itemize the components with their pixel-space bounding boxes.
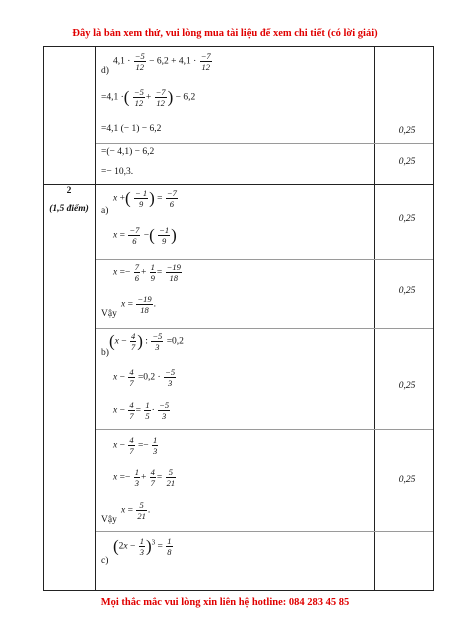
table-column-divider xyxy=(95,46,96,590)
score-part-d-2: 0,25 xyxy=(398,157,416,167)
step-divider xyxy=(96,259,433,260)
part-b-step-4: x − $\frac{4}{7}$ =− $\frac{1}{3}$ xyxy=(113,435,158,456)
part-d-step-4: =(− 4,1) − 6,2 xyxy=(101,147,155,157)
hotline-notice-banner: Mọi thắc mắc vui lòng xin liên hệ hotline: 084 283 45 85 xyxy=(100,597,350,608)
part-a-step-3: x =− $\frac{7}{6}$ + $\frac{1}{9}$ = $\frac{-19}{18}$ xyxy=(113,262,181,283)
score-part-b-1: 0,25 xyxy=(398,381,416,391)
part-a-conclusion-word: Vậy xyxy=(101,309,117,319)
part-b-answer: x = $\frac{5}{21}$ . xyxy=(121,500,151,521)
step-divider xyxy=(96,429,433,430)
table-score-divider xyxy=(374,46,375,590)
part-c-step-1: (2x − $\frac{1}{3}$ )$^3$ = $\frac{1}{8}$ xyxy=(113,536,172,557)
part-a-answer: x = $\frac{-19}{18}$ . xyxy=(121,294,156,315)
part-b-step-5: x =− $\frac{1}{3}$ + $\frac{4}{7}$ = $\frac{5}{21}$ xyxy=(113,467,176,488)
part-d-step-5: =− 10,3. xyxy=(101,167,134,177)
part-d-label: d) xyxy=(101,66,109,76)
part-d-step-1: 4,1 · $\frac{-5}{12}$ − 6,2 + 4,1 · $\frac{-7}{12}$ xyxy=(113,51,211,72)
step-divider xyxy=(96,143,433,144)
score-part-a-1: 0,25 xyxy=(398,214,416,224)
part-a-step-1: x +( $\frac{- 1}{9}$ ) = $\frac{-7}{6}$ xyxy=(113,188,177,209)
part-a-step-2: x = $\frac{-7}{6}$ −( $\frac{-1}{9}$ ) xyxy=(113,225,177,246)
table-top-border xyxy=(43,46,434,47)
score-part-a-2: 0,25 xyxy=(398,286,416,296)
score-part-d-1: 0,25 xyxy=(398,126,416,136)
part-d-step-3: =4,1 (− 1) − 6,2 xyxy=(101,124,162,134)
table-bottom-border xyxy=(43,590,434,591)
part-b-step-3: x − $\frac{4}{7}$ = $\frac{1}{5}$ · $\frac{-5}{3}$ xyxy=(113,400,170,421)
part-b-step-1: (x − $\frac{4}{7}$ ) : $\frac{-5}{3}$ =0,2 xyxy=(109,331,184,352)
step-divider xyxy=(96,531,433,532)
question-number: 2 xyxy=(66,186,72,196)
part-d-step-2: =4,1 ·( $\frac{-5}{12}$ + $\frac{-7}{12}$ ) − 6,2 xyxy=(101,87,196,108)
table-row-divider xyxy=(43,184,434,185)
step-divider xyxy=(96,328,433,329)
part-b-step-2: x − $\frac{4}{7}$ =0,2 · $\frac{-5}{3}$ xyxy=(113,367,176,388)
table-left-border xyxy=(43,46,44,590)
table-right-border xyxy=(433,46,434,590)
question-points: (1,5 điểm) xyxy=(49,204,89,214)
score-part-b-2: 0,25 xyxy=(398,475,416,485)
part-c-label: c) xyxy=(101,556,109,566)
part-a-label: a) xyxy=(101,206,109,216)
part-b-conclusion-word: Vậy xyxy=(101,515,117,525)
preview-notice-banner: Đây là bản xem thử, vui lòng mua tài liệu để xem chi tiết (có lời giải) xyxy=(72,28,378,39)
part-b-label: b) xyxy=(101,348,109,358)
